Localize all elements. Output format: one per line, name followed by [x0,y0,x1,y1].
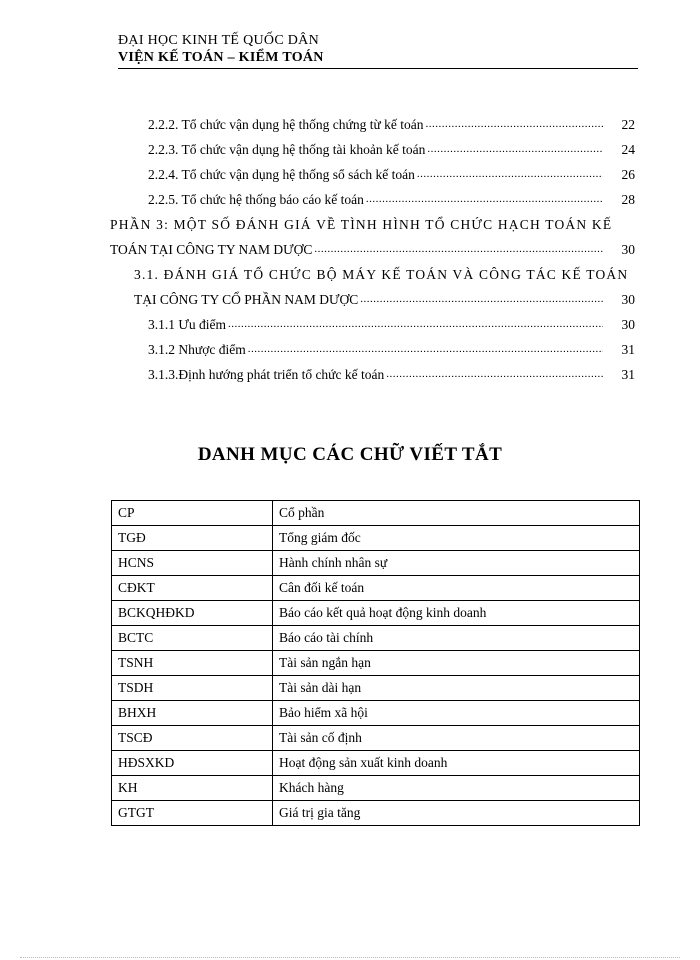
toc-entry-text: 2.2.4. Tổ chức vận dụng hệ thống sổ sách kế toán [148,167,415,182]
toc-entry-text: PHẦN 3: MỘT SỐ ĐÁNH GIÁ VỀ TÌNH HÌNH TỔ CHỨC HẠCH TOÁN KẾ [110,217,613,232]
abbreviation-cell: HĐSXKD [112,751,273,776]
toc-page-number: 24 [621,142,635,157]
toc-entry-text: 3.1.3.Định hướng phát triển tổ chức kế toán [148,367,385,382]
institute-name: VIỆN KẾ TOÁN – KIỂM TOÁN [118,50,324,65]
toc-entry[interactable] [110,337,635,362]
abbreviation-cell: TSDH [112,676,273,701]
toc-leader-dots [360,287,603,312]
toc-entry[interactable] [110,287,635,312]
abbreviation-cell: GTGT [112,801,273,826]
toc-page-number: 30 [621,317,635,332]
toc-entry[interactable] [110,237,635,262]
toc-entry-text: 2.2.3. Tổ chức vận dụng hệ thống tài khoản kế toán [148,142,426,157]
table-row [112,551,640,576]
table-row [112,701,640,726]
toc-entry[interactable] [110,362,635,387]
meaning-cell: Báo cáo tài chính [273,626,640,651]
abbreviation-cell: HCNS [112,551,273,576]
toc-leader-dots [228,312,603,337]
meaning-cell: Báo cáo kết quả hoạt động kinh doanh [273,601,640,626]
toc-entry-text: 3.1. ĐÁNH GIÁ TỔ CHỨC BỘ MÁY KẾ TOÁN VÀ CÔNG TÁC KẾ TOÁN [134,267,629,282]
toc-entry-text: 3.1.1 Ưu điểm [148,317,226,332]
abbreviation-cell: TSNH [112,651,273,676]
abbreviations-title: DANH MỤC CÁC CHỮ VIẾT TẮT [197,444,503,465]
toc-leader-dots [386,362,603,387]
abbreviation-cell: KH [112,776,273,801]
toc-entry[interactable] [110,112,635,137]
table-row [112,576,640,601]
table-row [112,626,640,651]
abbreviations-table [111,500,640,826]
table-row [112,676,640,701]
toc-leader-dots [248,337,603,362]
table-of-contents [110,112,635,387]
meaning-cell: Hoạt động sản xuất kinh doanh [273,751,640,776]
table-row [112,601,640,626]
toc-leader-dots [366,187,603,212]
meaning-cell: Giá trị gia tăng [273,801,640,826]
toc-page-number: 31 [621,342,635,357]
toc-leader-dots [417,162,603,187]
abbreviation-cell: CP [112,501,273,526]
toc-entry[interactable] [110,137,635,162]
meaning-cell: Tài sản dài hạn [273,676,640,701]
abbreviation-cell: CĐKT [112,576,273,601]
toc-page-number: 26 [621,167,635,182]
toc-entry-text: 2.2.2. Tổ chức vận dụng hệ thống chứng từ kế toán [148,117,424,132]
toc-entry-text: TẠI CÔNG TY CỔ PHẦN NAM DƯỢC [134,292,359,307]
meaning-cell: Tài sản cố định [273,726,640,751]
table-row [112,776,640,801]
abbreviation-cell: BCKQHĐKD [112,601,273,626]
abbreviation-cell: BHXH [112,701,273,726]
table-row [112,651,640,676]
toc-entry-text: TOÁN TẠI CÔNG TY NAM DƯỢC [110,242,313,257]
meaning-cell: Cổ phần [273,501,640,526]
meaning-cell: Khách hàng [273,776,640,801]
table-row [112,501,640,526]
toc-entry-text: 3.1.2 Nhược điểm [148,342,246,357]
table-row [112,526,640,551]
toc-entry[interactable] [110,162,635,187]
meaning-cell: Tổng giám đốc [273,526,640,551]
toc-page-number: 28 [621,192,635,207]
toc-page-number: 31 [621,367,635,382]
toc-part-heading-line[interactable] [110,212,635,237]
toc-page-number: 30 [621,242,635,257]
toc-entry-text: 2.2.5. Tổ chức hệ thống báo cáo kế toán [148,192,364,207]
university-name: ĐẠI HỌC KINH TẾ QUỐC DÂN [118,33,319,48]
meaning-cell: Cân đối kế toán [273,576,640,601]
abbreviation-cell: TGĐ [112,526,273,551]
abbreviation-cell: BCTC [112,626,273,651]
toc-entry[interactable] [110,312,635,337]
abbreviation-cell: TSCĐ [112,726,273,751]
toc-leader-dots [427,137,603,162]
meaning-cell: Tài sản ngắn hạn [273,651,640,676]
toc-entry[interactable] [110,187,635,212]
table-row [112,751,640,776]
meaning-cell: Hành chính nhân sự [273,551,640,576]
page-header [118,32,638,69]
toc-leader-dots [314,237,603,262]
toc-section-heading-line[interactable] [110,262,635,287]
meaning-cell: Bảo hiểm xã hội [273,701,640,726]
toc-page-number: 22 [621,117,635,132]
toc-page-number: 30 [621,292,635,307]
page-bottom-divider [20,957,680,958]
table-row [112,801,640,826]
table-row [112,726,640,751]
toc-leader-dots [426,112,603,137]
